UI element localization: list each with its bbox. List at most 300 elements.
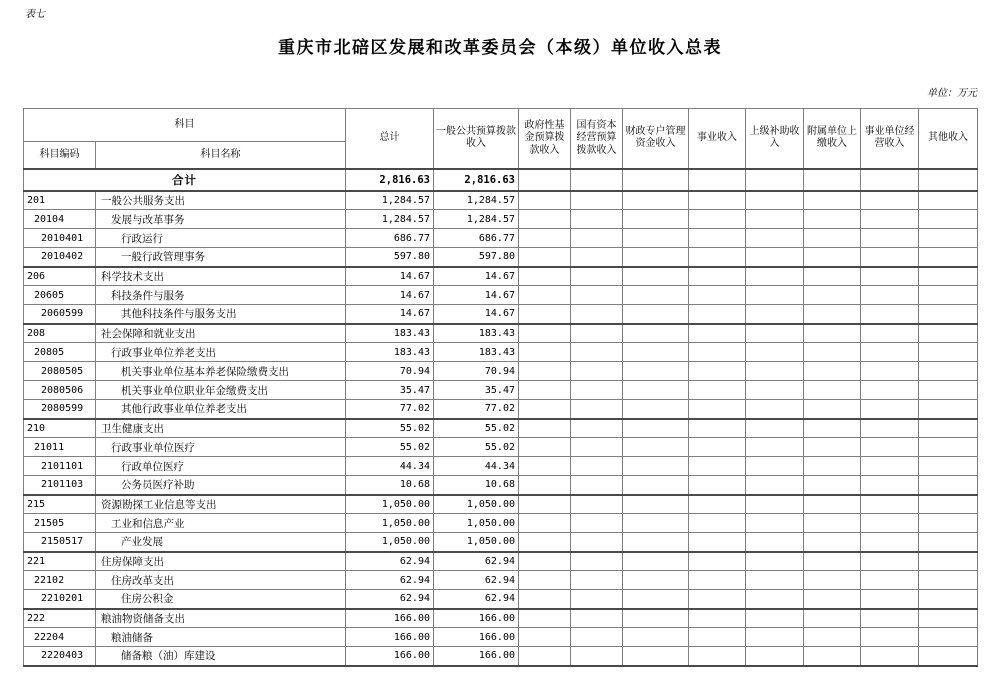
empty-cell (623, 362, 689, 381)
empty-cell (571, 191, 623, 210)
general-budget-cell: 1,050.00 (434, 495, 519, 514)
empty-cell (804, 514, 861, 533)
empty-cell (861, 571, 919, 590)
header-subject-group: 科目 (24, 109, 346, 142)
empty-cell (571, 248, 623, 267)
empty-cell (519, 647, 571, 666)
empty-cell (804, 571, 861, 590)
empty-cell (861, 362, 919, 381)
subject-code-cell: 2060599 (24, 305, 96, 324)
table-row (24, 590, 978, 609)
empty-cell (861, 647, 919, 666)
general-budget-cell: 183.43 (434, 324, 519, 343)
empty-cell (861, 552, 919, 571)
empty-cell (861, 343, 919, 362)
table-row (24, 514, 978, 533)
subject-code-cell: 21011 (24, 438, 96, 457)
general-budget-cell: 166.00 (434, 609, 519, 628)
empty-cell (746, 495, 804, 514)
table-row (24, 628, 978, 647)
empty-cell (519, 628, 571, 647)
empty-cell (746, 248, 804, 267)
header-col-general-budget: 一般公共预算拨款收入 (434, 109, 519, 169)
subject-name-cell: 住房公积金 (96, 590, 346, 609)
empty-cell (689, 324, 746, 343)
subject-name-cell: 机关事业单位基本养老保险缴费支出 (96, 362, 346, 381)
table-row (24, 248, 978, 267)
subject-name-cell: 产业发展 (96, 533, 346, 552)
empty-cell (623, 590, 689, 609)
empty-cell (804, 609, 861, 628)
subject-code-cell: 2010402 (24, 248, 96, 267)
empty-cell (623, 628, 689, 647)
empty-cell (804, 286, 861, 305)
header-col-state-capital: 国有资本经营预算拨款收入 (571, 109, 623, 169)
empty-cell (623, 286, 689, 305)
table-row (24, 457, 978, 476)
empty-cell (519, 590, 571, 609)
general-budget-cell: 62.94 (434, 571, 519, 590)
total-cell: 10.68 (346, 476, 434, 495)
subject-code-cell: 2101101 (24, 457, 96, 476)
subject-name-cell: 社会保障和就业支出 (96, 324, 346, 343)
empty-cell (519, 305, 571, 324)
table-row (24, 400, 978, 419)
table-row (24, 267, 978, 286)
empty-cell (689, 210, 746, 229)
empty-cell (746, 514, 804, 533)
header-col-other-income: 其他收入 (919, 109, 978, 169)
empty-cell (746, 343, 804, 362)
empty-cell (519, 514, 571, 533)
empty-cell (689, 647, 746, 666)
total-cell: 1,284.57 (346, 210, 434, 229)
subject-code-cell: 222 (24, 609, 96, 628)
empty-cell (919, 514, 978, 533)
empty-cell (571, 169, 623, 191)
subject-name-cell: 行政单位医疗 (96, 457, 346, 476)
subject-name-cell: 工业和信息产业 (96, 514, 346, 533)
table-body (24, 169, 978, 666)
empty-cell (804, 552, 861, 571)
table-row (24, 571, 978, 590)
subject-code-cell: 221 (24, 552, 96, 571)
table-row (24, 343, 978, 362)
empty-cell (519, 169, 571, 191)
empty-cell (861, 533, 919, 552)
subject-code-cell: 215 (24, 495, 96, 514)
empty-cell (919, 267, 978, 286)
total-sum-cell: 2,816.63 (346, 169, 434, 191)
general-budget-cell: 166.00 (434, 647, 519, 666)
empty-cell (519, 533, 571, 552)
total-cell: 44.34 (346, 457, 434, 476)
empty-cell (623, 476, 689, 495)
subject-name-cell: 住房改革支出 (96, 571, 346, 590)
total-row (24, 169, 978, 191)
empty-cell (804, 169, 861, 191)
empty-cell (571, 343, 623, 362)
empty-cell (571, 419, 623, 438)
empty-cell (746, 571, 804, 590)
empty-cell (746, 609, 804, 628)
subject-name-cell: 储备粮（油）库建设 (96, 647, 346, 666)
general-budget-cell: 55.02 (434, 419, 519, 438)
empty-cell (804, 495, 861, 514)
empty-cell (623, 514, 689, 533)
empty-cell (571, 609, 623, 628)
empty-cell (919, 286, 978, 305)
empty-cell (804, 533, 861, 552)
empty-cell (919, 229, 978, 248)
empty-cell (689, 343, 746, 362)
empty-cell (519, 248, 571, 267)
header-col-business-operation: 事业单位经营收入 (861, 109, 919, 169)
table-row (24, 647, 978, 666)
empty-cell (623, 419, 689, 438)
empty-cell (571, 324, 623, 343)
total-cell: 55.02 (346, 438, 434, 457)
empty-cell (571, 381, 623, 400)
empty-cell (571, 210, 623, 229)
empty-cell (804, 647, 861, 666)
subject-name-cell: 粮油物资储备支出 (96, 609, 346, 628)
empty-cell (919, 324, 978, 343)
empty-cell (689, 286, 746, 305)
empty-cell (689, 229, 746, 248)
empty-cell (919, 191, 978, 210)
empty-cell (689, 533, 746, 552)
subject-code-cell: 210 (24, 419, 96, 438)
unit-note: 单位：万元 (927, 88, 977, 99)
empty-cell (571, 229, 623, 248)
header-col-operational-income: 事业收入 (689, 109, 746, 169)
empty-cell (746, 169, 804, 191)
subject-name-cell: 发展与改革事务 (96, 210, 346, 229)
general-budget-cell: 44.34 (434, 457, 519, 476)
subject-name-cell: 一般公共服务支出 (96, 191, 346, 210)
empty-cell (919, 248, 978, 267)
empty-cell (804, 324, 861, 343)
general-budget-cell: 14.67 (434, 305, 519, 324)
header-col-fiscal-account: 财政专户管理资金收入 (623, 109, 689, 169)
empty-cell (804, 305, 861, 324)
empty-cell (919, 438, 978, 457)
subject-code-cell: 2080506 (24, 381, 96, 400)
table-number-label: 表七 (25, 9, 45, 20)
subject-name-cell: 行政事业单位养老支出 (96, 343, 346, 362)
empty-cell (861, 191, 919, 210)
empty-cell (804, 210, 861, 229)
general-budget-cell: 35.47 (434, 381, 519, 400)
empty-cell (804, 343, 861, 362)
empty-cell (746, 457, 804, 476)
subject-code-cell: 2080505 (24, 362, 96, 381)
empty-cell (689, 495, 746, 514)
empty-cell (689, 514, 746, 533)
total-cell: 166.00 (346, 609, 434, 628)
empty-cell (571, 267, 623, 286)
subject-name-cell: 其他行政事业单位养老支出 (96, 400, 346, 419)
empty-cell (804, 381, 861, 400)
empty-cell (746, 267, 804, 286)
total-cell: 183.43 (346, 324, 434, 343)
table-row (24, 476, 978, 495)
subject-code-cell: 2101103 (24, 476, 96, 495)
empty-cell (689, 400, 746, 419)
empty-cell (519, 343, 571, 362)
empty-cell (746, 210, 804, 229)
empty-cell (623, 169, 689, 191)
subject-code-cell: 2220403 (24, 647, 96, 666)
subject-code-cell: 20805 (24, 343, 96, 362)
empty-cell (919, 457, 978, 476)
empty-cell (919, 400, 978, 419)
empty-cell (689, 552, 746, 571)
empty-cell (519, 210, 571, 229)
empty-cell (861, 628, 919, 647)
empty-cell (519, 609, 571, 628)
empty-cell (519, 495, 571, 514)
empty-cell (746, 305, 804, 324)
empty-cell (861, 210, 919, 229)
table-row (24, 305, 978, 324)
empty-cell (519, 438, 571, 457)
empty-cell (519, 381, 571, 400)
table-row (24, 286, 978, 305)
general-budget-cell: 10.68 (434, 476, 519, 495)
empty-cell (519, 267, 571, 286)
empty-cell (804, 191, 861, 210)
subject-code-cell: 22102 (24, 571, 96, 590)
empty-cell (623, 400, 689, 419)
empty-cell (623, 343, 689, 362)
subject-name-cell: 粮油储备 (96, 628, 346, 647)
empty-cell (746, 381, 804, 400)
table-row (24, 419, 978, 438)
empty-cell (804, 419, 861, 438)
general-budget-cell: 14.67 (434, 267, 519, 286)
empty-cell (746, 438, 804, 457)
empty-cell (746, 229, 804, 248)
empty-cell (861, 457, 919, 476)
subject-code-cell: 22204 (24, 628, 96, 647)
total-cell: 1,050.00 (346, 533, 434, 552)
empty-cell (861, 169, 919, 191)
empty-cell (689, 438, 746, 457)
table-row (24, 229, 978, 248)
empty-cell (919, 362, 978, 381)
total-cell: 62.94 (346, 552, 434, 571)
table-row (24, 552, 978, 571)
empty-cell (746, 533, 804, 552)
empty-cell (746, 324, 804, 343)
empty-cell (861, 419, 919, 438)
empty-cell (746, 590, 804, 609)
total-cell: 166.00 (346, 628, 434, 647)
total-cell: 14.67 (346, 305, 434, 324)
empty-cell (623, 438, 689, 457)
total-cell: 35.47 (346, 381, 434, 400)
empty-cell (861, 609, 919, 628)
empty-cell (571, 457, 623, 476)
subject-name-cell: 其他科技条件与服务支出 (96, 305, 346, 324)
subject-name-cell: 卫生健康支出 (96, 419, 346, 438)
empty-cell (623, 457, 689, 476)
general-budget-cell: 166.00 (434, 628, 519, 647)
empty-cell (571, 286, 623, 305)
subject-code-cell: 206 (24, 267, 96, 286)
empty-cell (623, 609, 689, 628)
empty-cell (571, 495, 623, 514)
total-cell: 1,284.57 (346, 191, 434, 210)
subject-name-cell: 资源勘探工业信息等支出 (96, 495, 346, 514)
total-cell: 77.02 (346, 400, 434, 419)
empty-cell (571, 552, 623, 571)
general-budget-cell: 183.43 (434, 343, 519, 362)
empty-cell (804, 590, 861, 609)
empty-cell (571, 438, 623, 457)
empty-cell (623, 571, 689, 590)
total-cell: 1,050.00 (346, 514, 434, 533)
subject-code-cell: 2210201 (24, 590, 96, 609)
empty-cell (689, 248, 746, 267)
general-budget-cell: 597.80 (434, 248, 519, 267)
empty-cell (746, 476, 804, 495)
empty-cell (689, 590, 746, 609)
subject-code-cell: 20104 (24, 210, 96, 229)
empty-cell (571, 533, 623, 552)
header-col-affiliated-units: 附属单位上缴收入 (804, 109, 861, 169)
empty-cell (519, 362, 571, 381)
empty-cell (804, 457, 861, 476)
empty-cell (919, 590, 978, 609)
subject-name-cell: 科学技术支出 (96, 267, 346, 286)
empty-cell (689, 305, 746, 324)
empty-cell (861, 248, 919, 267)
empty-cell (804, 229, 861, 248)
empty-cell (919, 609, 978, 628)
subject-name-cell: 公务员医疗补助 (96, 476, 346, 495)
empty-cell (861, 305, 919, 324)
empty-cell (571, 571, 623, 590)
empty-cell (689, 362, 746, 381)
empty-cell (919, 628, 978, 647)
empty-cell (804, 362, 861, 381)
header-col-gov-fund: 政府性基金预算拨款收入 (519, 109, 571, 169)
general-budget-cell: 77.02 (434, 400, 519, 419)
empty-cell (689, 628, 746, 647)
empty-cell (804, 400, 861, 419)
empty-cell (623, 495, 689, 514)
general-budget-cell: 70.94 (434, 362, 519, 381)
table-row (24, 362, 978, 381)
empty-cell (804, 248, 861, 267)
page-title: 重庆市北碚区发展和改革委员会（本级）单位收入总表 (278, 38, 722, 57)
empty-cell (623, 229, 689, 248)
header-subject-name: 科目名称 (96, 142, 346, 169)
empty-cell (571, 628, 623, 647)
empty-cell (689, 571, 746, 590)
empty-cell (861, 229, 919, 248)
empty-cell (623, 647, 689, 666)
empty-cell (861, 286, 919, 305)
empty-cell (746, 191, 804, 210)
empty-cell (746, 362, 804, 381)
empty-cell (689, 267, 746, 286)
subject-code-cell: 2080599 (24, 400, 96, 419)
total-cell: 183.43 (346, 343, 434, 362)
empty-cell (519, 286, 571, 305)
empty-cell (571, 362, 623, 381)
subject-code-cell: 2010401 (24, 229, 96, 248)
empty-cell (519, 229, 571, 248)
general-budget-cell: 62.94 (434, 590, 519, 609)
general-budget-cell: 62.94 (434, 552, 519, 571)
subject-code-cell: 2150517 (24, 533, 96, 552)
table-header (24, 109, 978, 169)
general-budget-cell: 14.67 (434, 286, 519, 305)
subject-code-cell: 20605 (24, 286, 96, 305)
empty-cell (746, 552, 804, 571)
empty-cell (571, 400, 623, 419)
empty-cell (689, 381, 746, 400)
table-row (24, 324, 978, 343)
empty-cell (519, 552, 571, 571)
empty-cell (623, 248, 689, 267)
empty-cell (689, 457, 746, 476)
empty-cell (746, 628, 804, 647)
general-budget-cell: 55.02 (434, 438, 519, 457)
empty-cell (623, 533, 689, 552)
subject-name-cell: 行政事业单位医疗 (96, 438, 346, 457)
table-row (24, 533, 978, 552)
subject-code-cell: 208 (24, 324, 96, 343)
table-row (24, 381, 978, 400)
header-col-total: 总计 (346, 109, 434, 169)
empty-cell (804, 628, 861, 647)
total-cell: 55.02 (346, 419, 434, 438)
total-cell: 14.67 (346, 286, 434, 305)
empty-cell (571, 590, 623, 609)
empty-cell (861, 590, 919, 609)
header-col-superior-subsidy: 上级补助收入 (746, 109, 804, 169)
empty-cell (746, 419, 804, 438)
general-budget-cell: 1,284.57 (434, 210, 519, 229)
empty-cell (861, 400, 919, 419)
empty-cell (623, 552, 689, 571)
empty-cell (919, 552, 978, 571)
empty-cell (804, 267, 861, 286)
empty-cell (861, 514, 919, 533)
empty-cell (804, 476, 861, 495)
empty-cell (689, 191, 746, 210)
empty-cell (571, 305, 623, 324)
total-cell: 597.80 (346, 248, 434, 267)
empty-cell (919, 476, 978, 495)
empty-cell (746, 647, 804, 666)
empty-cell (519, 324, 571, 343)
empty-cell (746, 286, 804, 305)
empty-cell (689, 419, 746, 438)
empty-cell (861, 324, 919, 343)
empty-cell (519, 457, 571, 476)
table-row (24, 210, 978, 229)
empty-cell (861, 381, 919, 400)
total-cell: 70.94 (346, 362, 434, 381)
empty-cell (519, 419, 571, 438)
total-general-budget-cell: 2,816.63 (434, 169, 519, 191)
